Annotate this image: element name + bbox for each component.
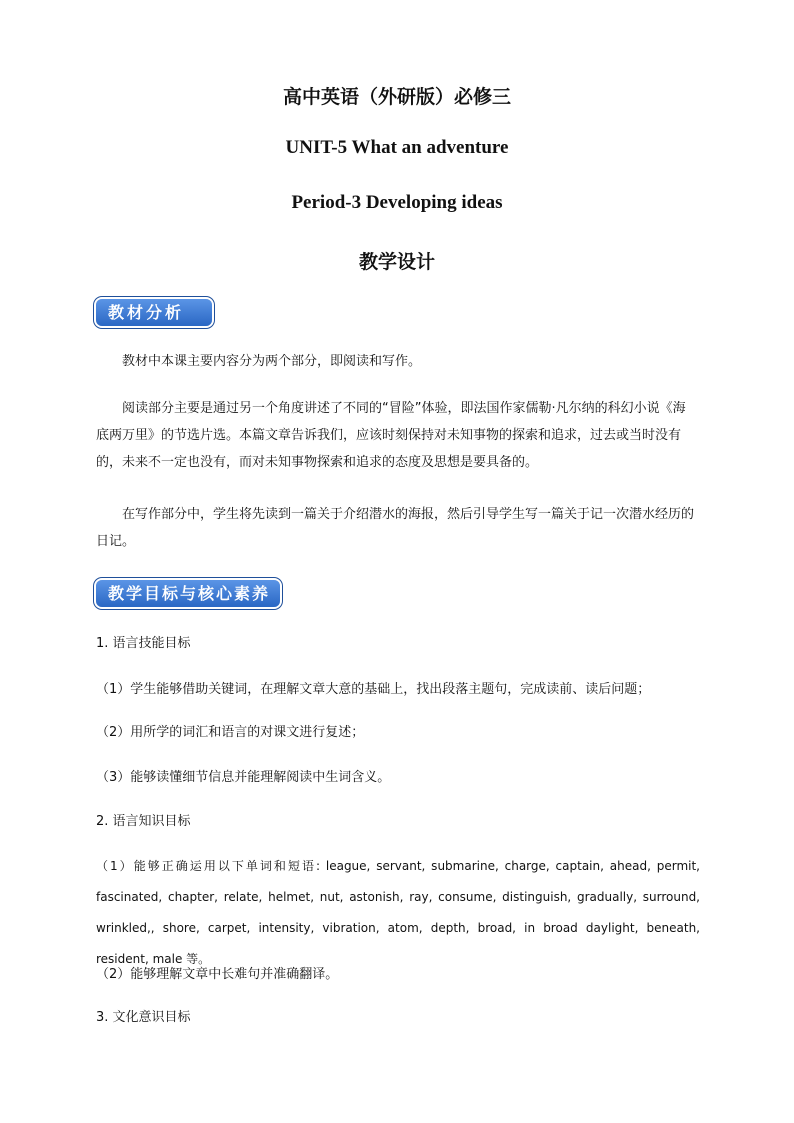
goal-item-vocabulary: （1）能够正确运用以下单词和短语: league, servant, submarine, charge, captain, ahead, permit, fascinated, chapter, relate, helmet, nut, astonish, ray, consume, distinguish, gradually, surround, wrinkled,, shore, carpet, intensity, vibration, atom, depth, broad, in broad daylight, beneath, resident, male 等。 — [96, 859, 700, 966]
analysis-paragraph-3: 在写作部分中，学生将先读到一篇关于介绍潜水的海报，然后引导学生写一篇关于记一次潜水经历的日记。 — [96, 507, 695, 549]
goal-heading-language-skills: 1. 语言技能目标 — [96, 636, 191, 651]
goal-item: （1）学生能够借助关键词，在理解文章大意的基础上，找出段落主题句，完成读前、读后问题； — [96, 682, 651, 697]
document-title: 高中英语（外研版）必修三 — [282, 87, 511, 108]
period-title: Period-3 Developing ideas — [291, 192, 503, 213]
goal-heading-cultural-awareness: 3. 文化意识目标 — [96, 1010, 191, 1025]
document-type-title: 教学设计 — [358, 252, 435, 273]
analysis-paragraph-1: 教材中本课主要内容分为两个部分，即阅读和写作。 — [122, 354, 422, 369]
goal-heading-language-knowledge: 2. 语言知识目标 — [96, 814, 191, 829]
section-badge-goals: 教学目标与核心素养 — [96, 580, 280, 607]
section-badge-analysis: 教材分析 — [96, 299, 212, 326]
analysis-paragraph-2: 阅读部分主要是通过另一个角度讲述了不同的“冒险”体验，即法国作家儒勒·凡尔纳的科幻小说《海底两万里》的节选片选。本篇文章告诉我们，应该时刻保持对未知事物的探索和追求，过去或当时没有的，未来不一定也没有，而对未知事物探索和追求的态度及思想是要具备的。 — [96, 401, 686, 470]
goal-item: （2）能够理解文章中长难句并准确翻译。 — [96, 967, 339, 982]
unit-title: UNIT-5 What an adventure — [285, 137, 509, 158]
goal-item: （3）能够读懂细节信息并能理解阅读中生词含义。 — [96, 770, 391, 785]
goal-item: （2）用所学的词汇和语言的对课文进行复述； — [96, 725, 365, 740]
